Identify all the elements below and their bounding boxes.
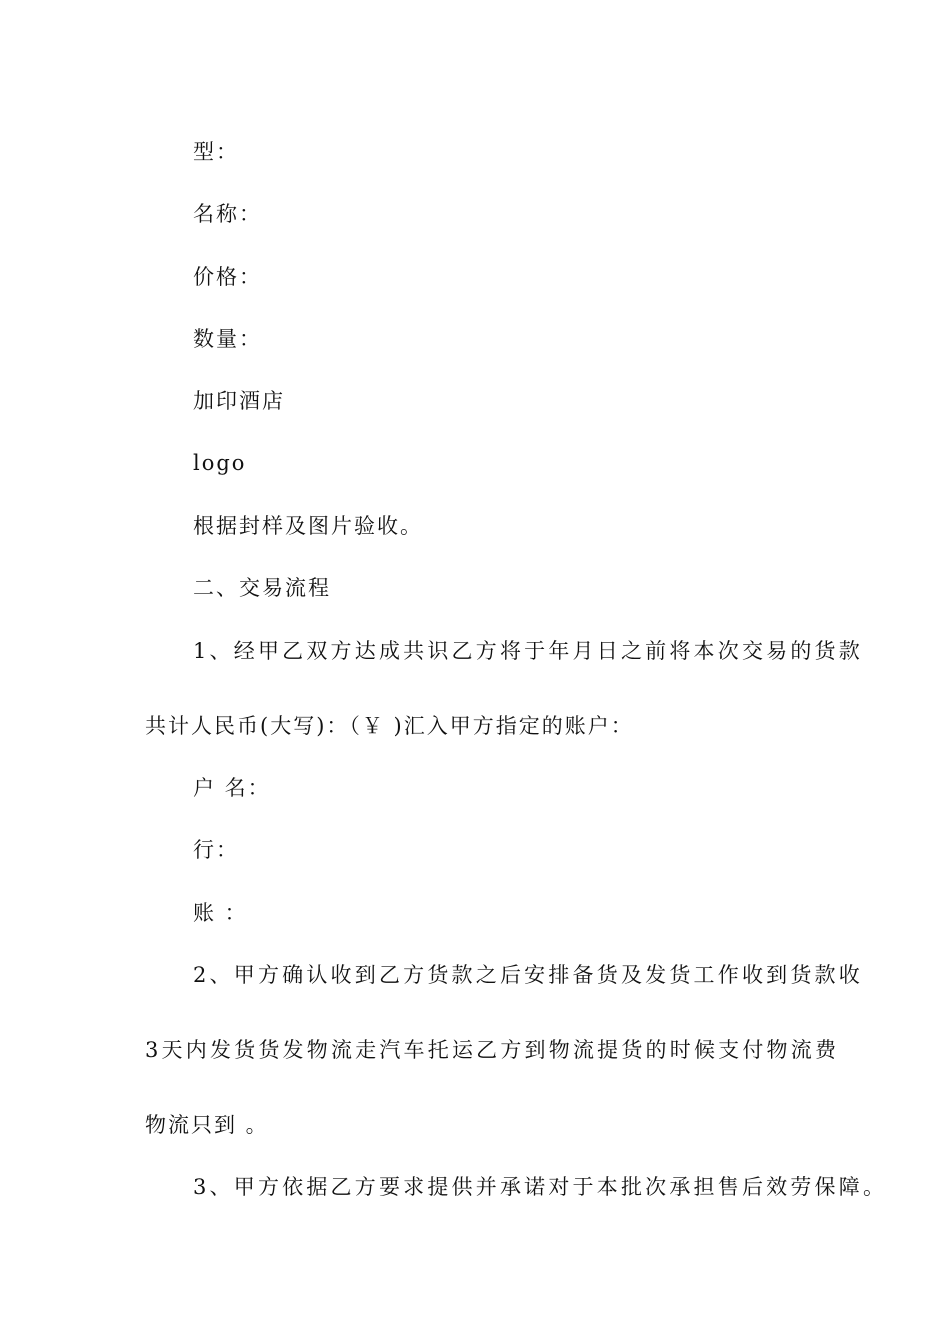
clause-1-line-2: 共计人民币(大写)：（￥ )汇入甲方指定的账户：: [145, 714, 634, 738]
acceptance-text: 根据封样及图片验收。: [193, 514, 423, 538]
logo-text: logo: [193, 451, 247, 475]
field-price-label: 价格：: [193, 265, 262, 289]
clause-2-line-2: 3天内发货货发物流走汽车托运乙方到物流提货的时候支付物流费: [145, 1038, 840, 1062]
account-number-label: 账 ：: [193, 901, 248, 925]
clause-2-line-1: 2、甲方确认收到乙方货款之后安排备货及发货工作收到货款收: [193, 963, 863, 987]
account-name-label: 户 名：: [193, 776, 271, 800]
bank-label: 行：: [193, 838, 239, 862]
section-heading-transaction-process: 二、交易流程: [193, 576, 331, 600]
field-type-label: 型：: [193, 140, 239, 164]
field-quantity-label: 数量：: [193, 327, 262, 351]
clause-2-line-3: 物流只到 。: [145, 1113, 269, 1137]
clause-1-line-1: 1、经甲乙双方达成共识乙方将于年月日之前将本次交易的货款: [193, 639, 863, 663]
field-name-label: 名称：: [193, 202, 262, 226]
print-hotel-text: 加印酒店: [193, 389, 285, 413]
clause-3-line-1: 3、甲方依据乙方要求提供并承诺对于本批次承担售后效劳保障。: [193, 1175, 888, 1199]
